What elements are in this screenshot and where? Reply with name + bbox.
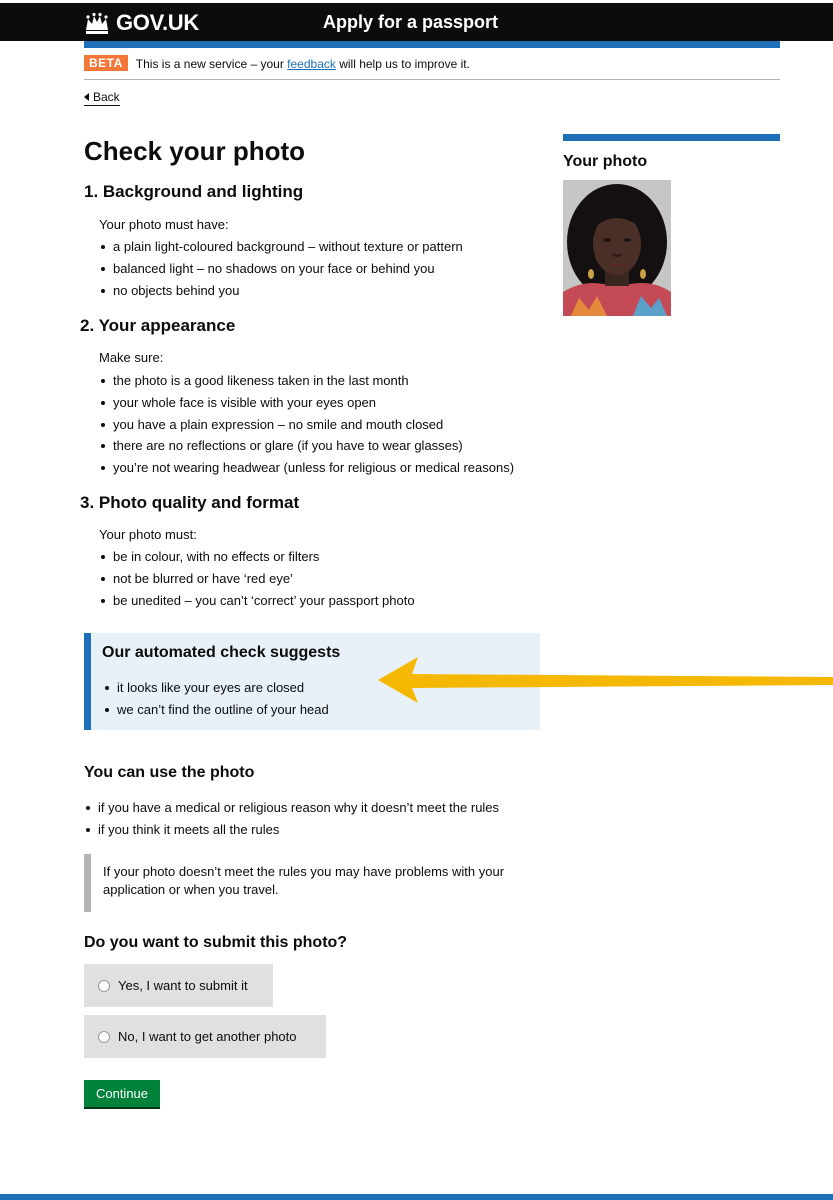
list-item: you have a plain expression – no smile and mouth closed — [99, 416, 514, 438]
beta-tag: BETA — [84, 55, 128, 71]
section-intro: Your photo must have: — [99, 217, 229, 232]
radio-button-yes[interactable] — [98, 980, 110, 992]
list-item: if you think it meets all the rules — [84, 821, 499, 843]
radio-option-yes[interactable] — [84, 964, 273, 1007]
back-link-label: Back — [93, 90, 120, 104]
header-blue-stripe — [84, 41, 780, 48]
radio-label-no: No, I want to get another photo — [118, 1029, 297, 1044]
list-item: we can’t find the outline of your head — [103, 701, 329, 723]
continue-button[interactable]: Continue — [84, 1080, 160, 1109]
automated-check-title: Our automated check suggests — [102, 644, 341, 661]
list-item: the photo is a good likeness taken in the last month — [99, 372, 514, 394]
list-item: no objects behind you — [99, 282, 463, 304]
passport-photo — [563, 180, 671, 316]
portrait-image — [563, 180, 671, 316]
govuk-logo-link[interactable] — [84, 10, 199, 36]
footer-blue-stripe — [0, 1194, 833, 1200]
quality-rules-list — [99, 548, 415, 613]
radio-option-no[interactable] — [84, 1015, 326, 1058]
phase-text-before: This is a new service – your — [135, 57, 288, 71]
list-item: not be blurred or have ‘red eye’ — [99, 570, 415, 592]
submit-question: Do you want to submit this photo? — [84, 934, 348, 951]
page-title: Check your photo — [84, 136, 306, 166]
section-heading-background: 1. Background and lighting — [84, 182, 304, 201]
list-item: if you have a medical or religious reason why it doesn’t meet the rules — [84, 799, 499, 821]
inset-line: If your photo doesn’t meet the rules you may have problems with your — [103, 864, 505, 879]
list-item: a plain light-coloured background – without texture or pattern — [99, 238, 463, 260]
background-rules-list — [99, 238, 463, 303]
inset-line: application or when you travel. — [103, 882, 279, 897]
can-use-title: You can use the photo — [84, 764, 255, 781]
yellow-arrow-icon — [378, 655, 833, 705]
automated-check-list — [103, 679, 329, 723]
list-item: be unedited – you can’t ‘correct’ your passport photo — [99, 592, 415, 614]
list-item: it looks like your eyes are closed — [103, 679, 329, 701]
logo-text: GOV.UK — [116, 10, 199, 35]
radio-label-yes: Yes, I want to submit it — [118, 978, 248, 993]
radio-button-no[interactable] — [98, 1031, 110, 1043]
list-item: your whole face is visible with your eyes open — [99, 394, 514, 416]
section-intro: Make sure: — [99, 350, 164, 365]
list-item: you’re not wearing headwear (unless for religious or medical reasons) — [99, 459, 514, 481]
service-name-link[interactable]: Apply for a passport — [323, 12, 499, 32]
section-heading-quality: 3. Photo quality and format — [80, 493, 300, 512]
feedback-link[interactable]: feedback — [287, 57, 336, 71]
list-item: there are no reflections or glare (if you have to wear glasses) — [99, 437, 514, 459]
back-arrow-icon — [84, 93, 89, 101]
section-heading-appearance: 2. Your appearance — [80, 316, 236, 335]
section-intro: Your photo must: — [99, 527, 197, 542]
back-link[interactable] — [84, 90, 120, 106]
sidebar-title: Your photo — [563, 153, 648, 170]
list-item: balanced light – no shadows on your face or behind you — [99, 260, 463, 282]
sidebar-blue-bar — [563, 134, 780, 141]
govuk-header — [0, 3, 833, 41]
phase-text-after: will help us to improve it. — [335, 57, 470, 71]
appearance-rules-list — [99, 372, 514, 481]
warning-inset-text — [84, 854, 524, 912]
list-item: be in colour, with no effects or filters — [99, 548, 415, 570]
phase-banner — [84, 55, 780, 80]
can-use-list — [84, 799, 499, 843]
phase-banner-text — [136, 55, 470, 71]
crown-icon — [84, 12, 110, 34]
